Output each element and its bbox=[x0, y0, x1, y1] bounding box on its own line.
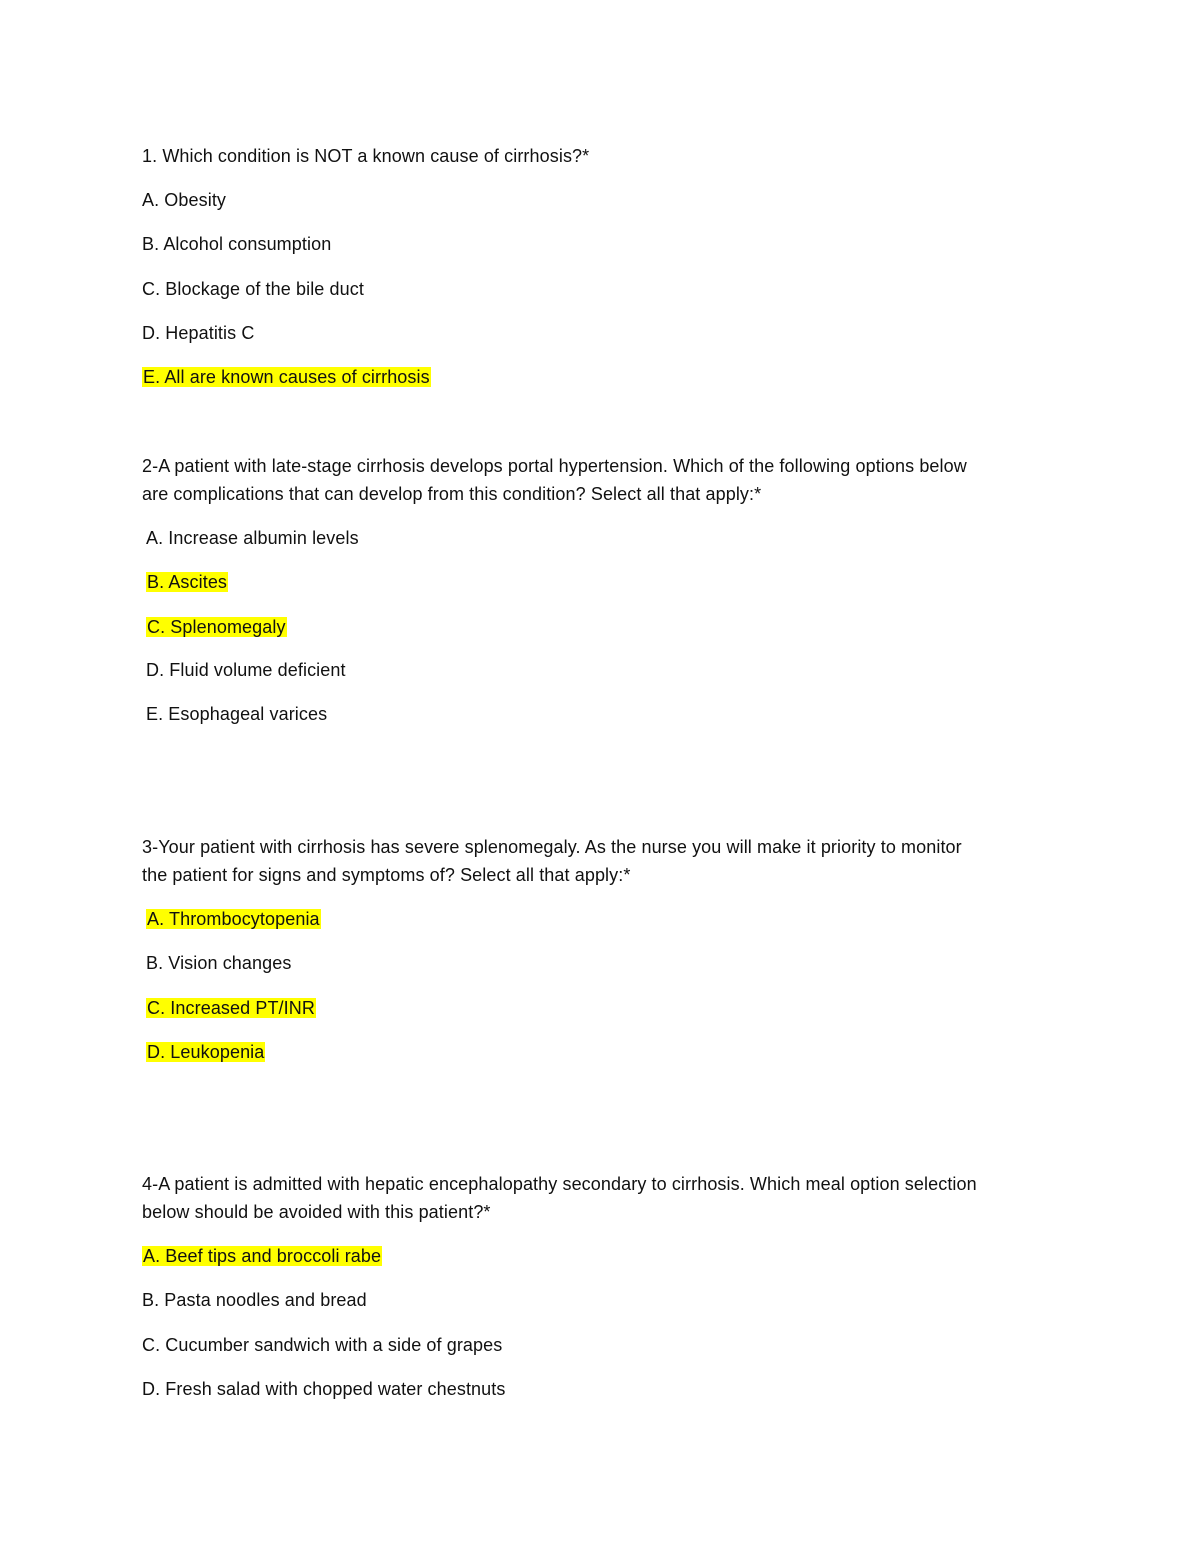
question-2-stem-line-2: are complications that can develop from this condition? Select all that apply:* bbox=[142, 484, 762, 504]
highlighted-answer: C. Splenomegaly bbox=[147, 617, 286, 637]
question-2-option-a bbox=[146, 526, 359, 550]
option-text: A. Increase albumin levels bbox=[146, 528, 359, 548]
question-4-stem-line-1: 4-A patient is admitted with hepatic encephalopathy secondary to cirrhosis. Which meal option selection bbox=[142, 1174, 977, 1194]
question-3-option-b bbox=[146, 951, 291, 975]
option-text: C. Cucumber sandwich with a side of grapes bbox=[142, 1335, 503, 1355]
highlighted-answer: E. All are known causes of cirrhosis bbox=[143, 367, 430, 387]
question-4-option-b bbox=[142, 1288, 367, 1312]
option-text: A. Obesity bbox=[142, 190, 227, 210]
option-text: E. Esophageal varices bbox=[146, 704, 328, 724]
question-1-option-a bbox=[142, 188, 226, 212]
question-1-option-e bbox=[142, 365, 431, 389]
question-1-option-d bbox=[142, 321, 254, 345]
highlighted-answer: D. Leukopenia bbox=[147, 1042, 265, 1062]
highlighted-answer: A. Beef tips and broccoli rabe bbox=[143, 1246, 382, 1266]
question-4-stem-line-2: below should be avoided with this patient?* bbox=[142, 1202, 491, 1222]
highlighted-answer: B. Ascites bbox=[147, 572, 228, 592]
option-text: B. Vision changes bbox=[146, 953, 292, 973]
option-text: D. Hepatitis C bbox=[142, 323, 255, 343]
question-3-stem-line-1: 3-Your patient with cirrhosis has severe splenomegaly. As the nurse you will make it priority to monitor bbox=[142, 837, 962, 857]
question-2-option-e bbox=[146, 702, 327, 726]
option-text: B. Pasta noodles and bread bbox=[142, 1290, 367, 1310]
question-1-option-c bbox=[142, 277, 364, 301]
question-3-option-a bbox=[146, 907, 321, 931]
question-3-option-c bbox=[146, 996, 316, 1020]
question-4-option-d bbox=[142, 1377, 505, 1401]
question-2-option-d bbox=[146, 658, 346, 682]
question-2-stem-line-1: 2-A patient with late-stage cirrhosis develops portal hypertension. Which of the following options below bbox=[142, 456, 967, 476]
option-text: C. Blockage of the bile duct bbox=[142, 279, 364, 299]
question-4-option-a bbox=[142, 1244, 382, 1268]
highlighted-answer: C. Increased PT/INR bbox=[147, 998, 315, 1018]
option-text: B. Alcohol consumption bbox=[142, 234, 332, 254]
question-2-option-c bbox=[146, 615, 287, 639]
question-3-option-d bbox=[146, 1040, 265, 1064]
question-1-option-b bbox=[142, 232, 331, 256]
question-1-stem: 1. Which condition is NOT a known cause of cirrhosis?* bbox=[142, 146, 590, 166]
highlighted-answer: A. Thrombocytopenia bbox=[147, 909, 320, 929]
question-2-option-b bbox=[146, 570, 228, 594]
option-text: D. Fluid volume deficient bbox=[146, 660, 346, 680]
question-3-stem-line-2: the patient for signs and symptoms of? Select all that apply:* bbox=[142, 865, 631, 885]
question-4-option-c bbox=[142, 1333, 502, 1357]
option-text: D. Fresh salad with chopped water chestnuts bbox=[142, 1379, 506, 1399]
